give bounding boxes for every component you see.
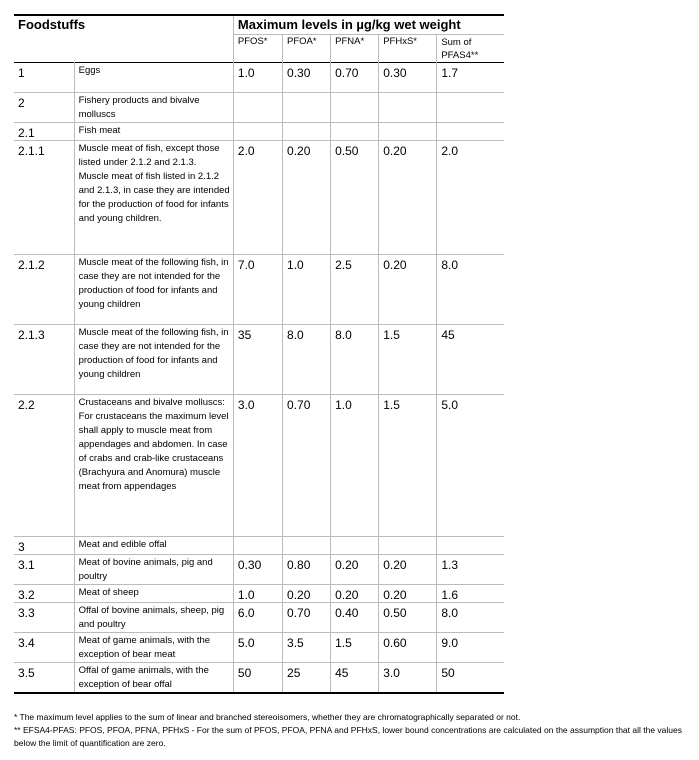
row-value [437, 537, 504, 555]
row-code: 3.5 [18, 666, 35, 680]
row-description: Offal of game animals, with the exception of bear offal [74, 663, 233, 694]
column-header: PFHxS* [379, 35, 437, 63]
row-description: Fishery products and bivalve molluscs [74, 93, 233, 123]
row-value: 25 [283, 663, 331, 694]
row-value [331, 93, 379, 123]
row-code: 3.4 [18, 636, 35, 650]
row-description: Offal of bovine animals, sheep, pig and poultry [74, 603, 233, 633]
row-value: 1.5 [379, 325, 437, 395]
row-value: 35 [233, 325, 282, 395]
row-code: 3 [18, 540, 25, 554]
row-value: 3.5 [283, 633, 331, 663]
row-value: 9.0 [437, 633, 504, 663]
row-description: Muscle meat of fish, except those listed under 2.1.2 and 2.1.3. Muscle meat of fish listed in 2.1.2 and 2.1.3, in case they are intended for the production of food for infants and young children. [74, 141, 233, 255]
row-value: 2.0 [437, 141, 504, 255]
row-description: Muscle meat of the following fish, in case they are not intended for the production of food for infants and young children [74, 325, 233, 395]
row-value: 1.0 [331, 395, 379, 537]
row-value: 0.60 [379, 633, 437, 663]
row-value: 6.0 [233, 603, 282, 633]
row-value: 0.70 [331, 63, 379, 93]
row-value: 0.30 [233, 555, 282, 585]
table-row [14, 93, 504, 123]
table-row [14, 585, 504, 603]
row-value: 5.0 [437, 395, 504, 537]
row-description: Muscle meat of the following fish, in case they are not intended for the production of food for infants and young children [74, 255, 233, 325]
row-value [233, 93, 282, 123]
column-header: PFOS* [233, 35, 282, 63]
table-row [14, 395, 504, 537]
row-value: 0.20 [283, 141, 331, 255]
column-header: Sum of PFAS4** [437, 35, 504, 63]
row-code: 3.2 [18, 588, 35, 602]
table-row [14, 603, 504, 633]
footnotes [14, 711, 694, 750]
row-value: 5.0 [233, 633, 282, 663]
row-value: 1.5 [379, 395, 437, 537]
row-code: 3.1 [18, 558, 35, 572]
row-value: 0.20 [379, 555, 437, 585]
row-value: 1.0 [283, 255, 331, 325]
row-value: 1.5 [331, 633, 379, 663]
row-value: 45 [331, 663, 379, 694]
row-code: 2.1 [18, 126, 35, 140]
row-value: 50 [437, 663, 504, 694]
row-value [379, 123, 437, 141]
row-code: 1 [18, 66, 25, 80]
row-value [437, 93, 504, 123]
row-value [437, 123, 504, 141]
footnote-1: * The maximum level applies to the sum of linear and branched stereoisomers, whether they are chromatographically separated or not. [14, 712, 521, 722]
table-row [14, 633, 504, 663]
row-description: Meat of game animals, with the exception of bear meat [74, 633, 233, 663]
maximum-levels-table-container [14, 14, 504, 694]
row-value [283, 93, 331, 123]
column-header: PFNA* [331, 35, 379, 63]
foodstuffs-header: Foodstuffs [18, 17, 86, 32]
row-value: 0.30 [379, 63, 437, 93]
row-value: 0.80 [283, 555, 331, 585]
row-code: 2.2 [18, 398, 35, 412]
row-value: 8.0 [283, 325, 331, 395]
row-value: 0.50 [331, 141, 379, 255]
row-value: 0.20 [283, 585, 331, 603]
row-value: 1.7 [437, 63, 504, 93]
row-value: 1.6 [437, 585, 504, 603]
row-value: 2.5 [331, 255, 379, 325]
table-row [14, 63, 504, 93]
row-value: 0.50 [379, 603, 437, 633]
row-value: 50 [233, 663, 282, 694]
table-row [14, 123, 504, 141]
footnote-2: ** EFSA4-PFAS: PFOS, PFOA, PFNA, PFHxS - For the sum of PFOS, PFOA, PFNA and PFHxS, lower bound concentrations are calculated on the assumption that all the values below the limit of quantification are zero. [14, 725, 683, 748]
row-description: Eggs [74, 63, 233, 93]
row-code: 2.1.3 [18, 328, 45, 342]
row-code: 2 [18, 96, 25, 110]
maximum-levels-table [14, 14, 504, 694]
row-value: 7.0 [233, 255, 282, 325]
row-value [233, 537, 282, 555]
row-value: 8.0 [331, 325, 379, 395]
table-row [14, 663, 504, 694]
table-body [14, 63, 504, 694]
row-value: 0.70 [283, 603, 331, 633]
row-description: Meat and edible offal [74, 537, 233, 555]
row-value [331, 123, 379, 141]
table-row [14, 141, 504, 255]
column-header: PFOA* [283, 35, 331, 63]
row-value: 8.0 [437, 255, 504, 325]
row-value: 0.40 [331, 603, 379, 633]
row-value: 0.20 [331, 585, 379, 603]
row-description: Meat of sheep [74, 585, 233, 603]
row-value [233, 123, 282, 141]
table-row [14, 555, 504, 585]
row-value: 0.20 [379, 585, 437, 603]
row-value: 1.3 [437, 555, 504, 585]
row-value: 0.30 [283, 63, 331, 93]
row-code: 3.3 [18, 606, 35, 620]
row-code: 2.1.1 [18, 144, 45, 158]
row-value: 2.0 [233, 141, 282, 255]
table-row [14, 325, 504, 395]
row-value: 1.0 [233, 585, 282, 603]
table-row [14, 255, 504, 325]
max-levels-header: Maximum levels in µg/kg wet weight [233, 15, 504, 35]
row-code: 2.1.2 [18, 258, 45, 272]
table-row [14, 537, 504, 555]
row-description: Meat of bovine animals, pig and poultry [74, 555, 233, 585]
row-value: 1.0 [233, 63, 282, 93]
row-description: Fish meat [74, 123, 233, 141]
header-row [14, 15, 504, 35]
row-value [379, 93, 437, 123]
row-value: 8.0 [437, 603, 504, 633]
row-value [283, 123, 331, 141]
row-value [283, 537, 331, 555]
row-value: 0.20 [331, 555, 379, 585]
row-description: Crustaceans and bivalve molluscs: For crustaceans the maximum level shall apply to muscle meat from appendages and abdomen. In case of crabs and crab-like crustaceans (Brachyura and Anomura) muscle meat from appendages [74, 395, 233, 537]
row-value: 0.20 [379, 255, 437, 325]
row-value: 0.70 [283, 395, 331, 537]
row-value [331, 537, 379, 555]
row-value [379, 537, 437, 555]
row-value: 0.20 [379, 141, 437, 255]
row-value: 3.0 [379, 663, 437, 694]
row-value: 45 [437, 325, 504, 395]
row-value: 3.0 [233, 395, 282, 537]
